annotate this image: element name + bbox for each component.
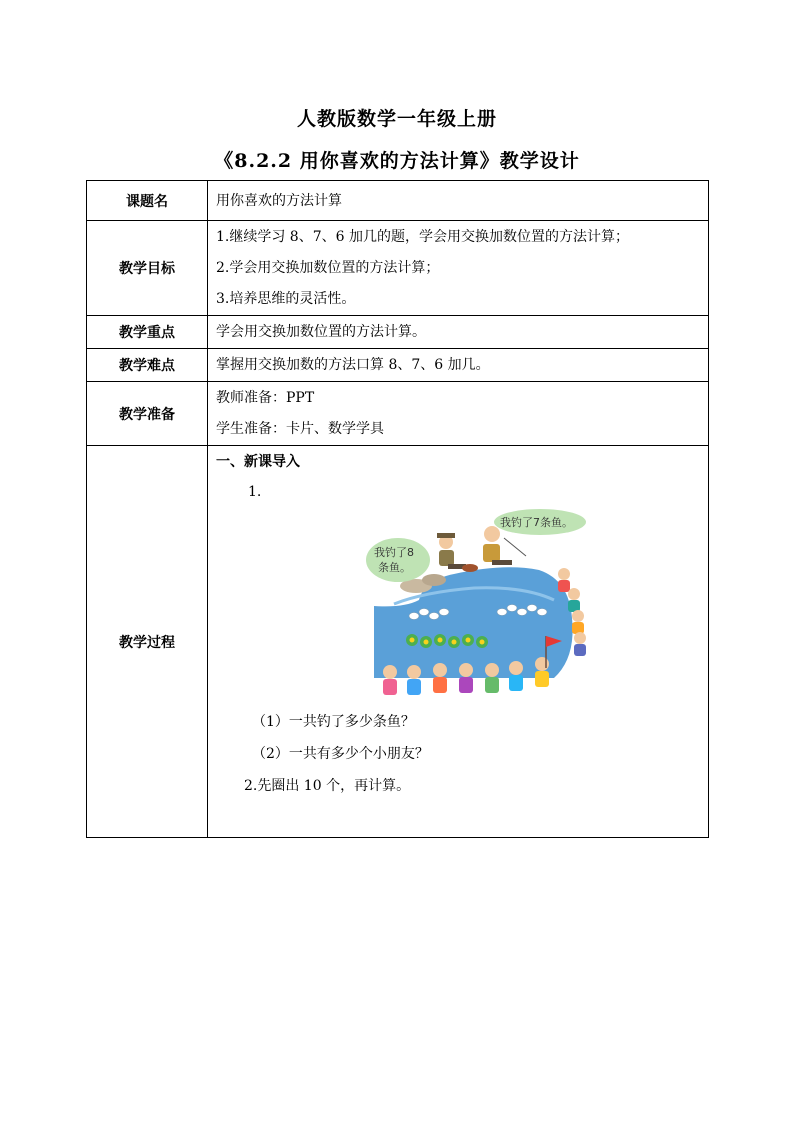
value-key: 学会用交换加数位置的方法计算。	[208, 316, 709, 349]
label-difficulty: 教学难点	[87, 349, 208, 382]
value-difficulty: 掌握用交换加数的方法口算 8、7、6 加几。	[208, 349, 709, 382]
step-one: 1.	[248, 484, 262, 500]
svg-text:条鱼。: 条鱼。	[378, 561, 411, 574]
row-key	[87, 316, 709, 349]
question-two: （2）一共有多少个小朋友？	[252, 746, 429, 762]
row-goals	[87, 221, 709, 316]
fisherman-left	[437, 533, 466, 569]
value-topic: 用你喜欢的方法计算	[208, 181, 709, 221]
speech-bubble-left	[366, 538, 430, 582]
goal-item: 2.学会用交换加数位置的方法计算；	[216, 259, 440, 276]
label-goals: 教学目标	[87, 221, 208, 316]
document-title: 人教版数学一年级上册	[296, 108, 497, 130]
goal-item: 1.继续学习 8、7、6 加几的题，学会用交换加数位置的方法计算；	[216, 228, 629, 245]
value-prep	[208, 382, 709, 446]
prep-item: 学生准备：卡片、数学学具	[216, 420, 384, 437]
value-process	[208, 446, 709, 838]
label-key: 教学重点	[87, 316, 208, 349]
section-heading: 一、新课导入	[216, 454, 300, 470]
svg-text:我钓了7条鱼。: 我钓了7条鱼。	[500, 516, 573, 529]
goal-item: 3.培养思维的灵活性。	[216, 290, 356, 307]
step-two: 2.先圈出 10 个，再计算。	[244, 778, 411, 794]
svg-text:我钓了8: 我钓了8	[374, 546, 414, 559]
question-one: （1）一共钓了多少条鱼？	[252, 714, 415, 730]
label-process: 教学过程	[87, 446, 208, 838]
row-difficulty	[87, 349, 709, 382]
lesson-plan-table	[86, 180, 709, 838]
document-subtitle: 《8.2.2 用你喜欢的方法计算》教学设计	[214, 150, 580, 172]
value-goals	[208, 221, 709, 316]
label-prep: 教学准备	[87, 382, 208, 446]
prep-item: 教师准备：PPT	[216, 389, 315, 406]
row-prep	[87, 382, 709, 446]
speech-bubble-right	[494, 509, 586, 535]
fishing-pond-illustration	[364, 508, 590, 706]
label-topic: 课题名	[87, 181, 208, 221]
row-topic	[87, 181, 709, 221]
row-process	[87, 446, 709, 838]
